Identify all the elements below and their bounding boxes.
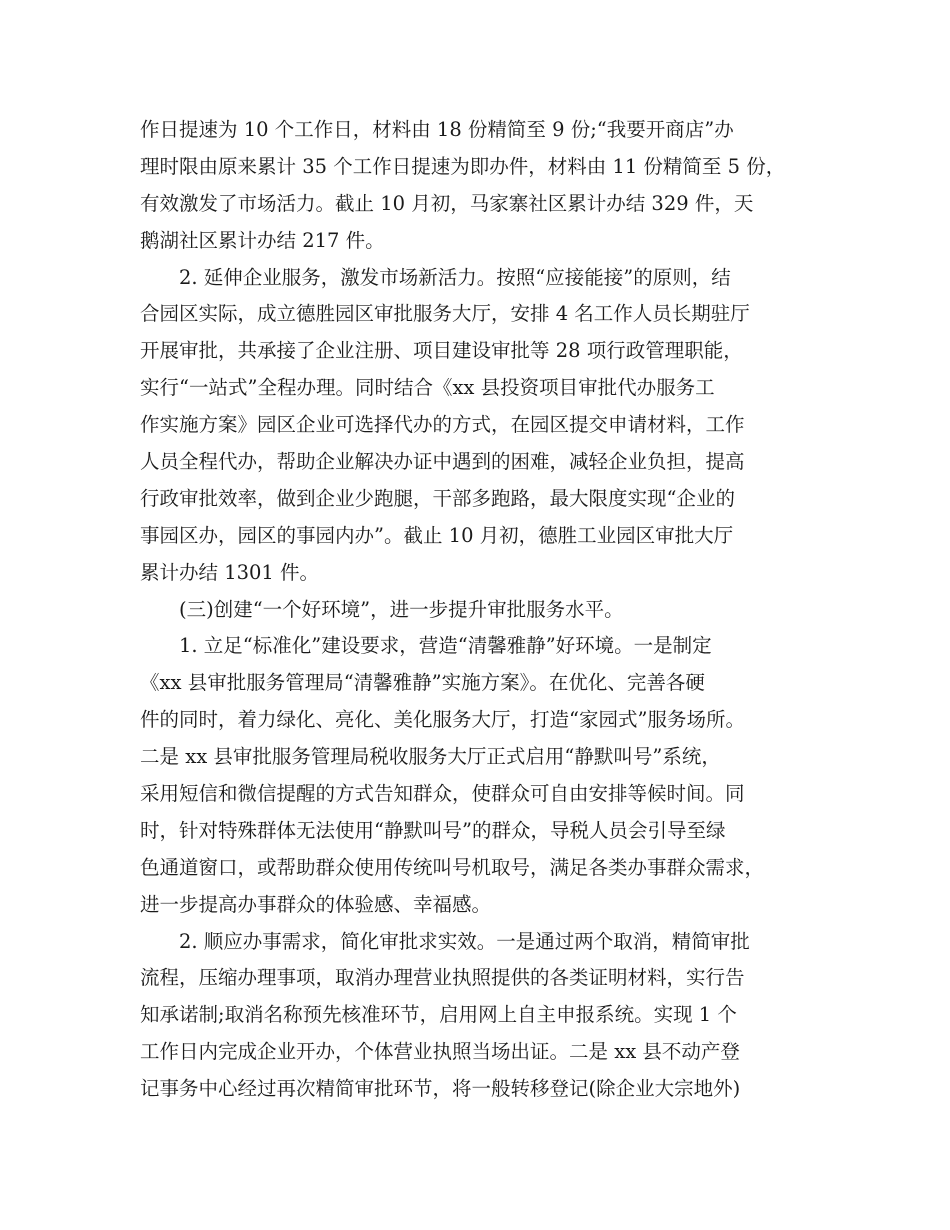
text-line: 色通道窗口，或帮助群众使用传统叫号机取号，满足各类办事群众需求， xyxy=(140,855,765,879)
document-body xyxy=(140,112,830,1108)
text-line: 2. 延伸企业服务，激发市场新活力。按照“应接能接”的原则，结 xyxy=(179,265,731,289)
text-line: 时，针对特殊群体无法使用“静默叫号”的群众，导税人员会引导至绿 xyxy=(140,818,726,842)
text-line: 工作日内完成企业开办，个体营业执照当场出证。二是 xx 县不动产登 xyxy=(140,1040,740,1064)
text-line: 鹅湖社区累计办结 217 件。 xyxy=(140,228,385,252)
text-line: 知承诺制;取消名称预先核准环节，启用网上自主申报系统。实现 1 个 xyxy=(140,1003,737,1027)
text-line: 采用短信和微信提醒的方式告知群众，使群众可自由安排等候时间。同 xyxy=(140,782,745,806)
text-line: 进一步提高办事群众的体验感、幸福感。 xyxy=(140,892,492,916)
text-line: 2. 顺应办事需求，简化审批求实效。一是通过两个取消，精简审批 xyxy=(179,929,750,953)
text-line: 1. 立足“标准化”建设要求，营造“清馨雅静”好环境。一是制定 xyxy=(179,634,712,658)
text-line: 作实施方案》园区企业可选择代办的方式，在园区提交申请材料，工作 xyxy=(140,413,745,437)
text-line: (三)创建“一个好环境”，进一步提升审批服务水平。 xyxy=(179,597,624,621)
text-line: 二是 xx 县审批服务管理局税收服务大厅正式启用“静默叫号”系统， xyxy=(140,745,721,769)
text-line: 人员全程代办，帮助企业解决办证中遇到的困难，减轻企业负担，提高 xyxy=(140,450,745,474)
text-line: 合园区实际，成立德胜园区审批服务大厅，安排 4 名工作人员长期驻厅 xyxy=(140,302,750,326)
text-line: 流程，压缩办理事项，取消办理营业执照提供的各类证明材料，实行告 xyxy=(140,966,745,990)
text-line: 事园区办，园区的事园内办”。截止 10 月初，德胜工业园区审批大厅 xyxy=(140,523,734,547)
text-line: 行政审批效率，做到企业少跑腿，干部多跑路，最大限度实现“企业的 xyxy=(140,486,735,510)
text-line: 件的同时，着力绿化、亮化、美化服务大厅，打造“家园式”服务场所。 xyxy=(140,708,745,732)
text-line: 实行“一站式”全程办理。同时结合《xx 县投资项目审批代办服务工 xyxy=(140,376,715,400)
text-line: 作日提速为 10 个工作日，材料由 18 份精简至 9 份;“我要开商店”办 xyxy=(140,118,734,141)
text-line: 记事务中心经过再次精简审批环节，将一般转移登记(除企业大宗地外) xyxy=(140,1077,741,1101)
text-line: 累计办结 1301 件。 xyxy=(140,560,320,584)
text-line: 有效激发了市场活力。截止 10 月初，马家寨社区累计办结 329 件，天 xyxy=(140,191,754,215)
text-line: 理时限由原来累计 35 个工作日提速为即办件，材料由 11 份精简至 5 份， xyxy=(140,154,786,178)
text-line: 开展审批，共承接了企业注册、项目建设审批等 28 项行政管理职能， xyxy=(140,339,743,363)
text-line: 《xx 县审批服务管理局“清馨雅静”实施方案》。在优化、完善各硬 xyxy=(140,671,705,695)
